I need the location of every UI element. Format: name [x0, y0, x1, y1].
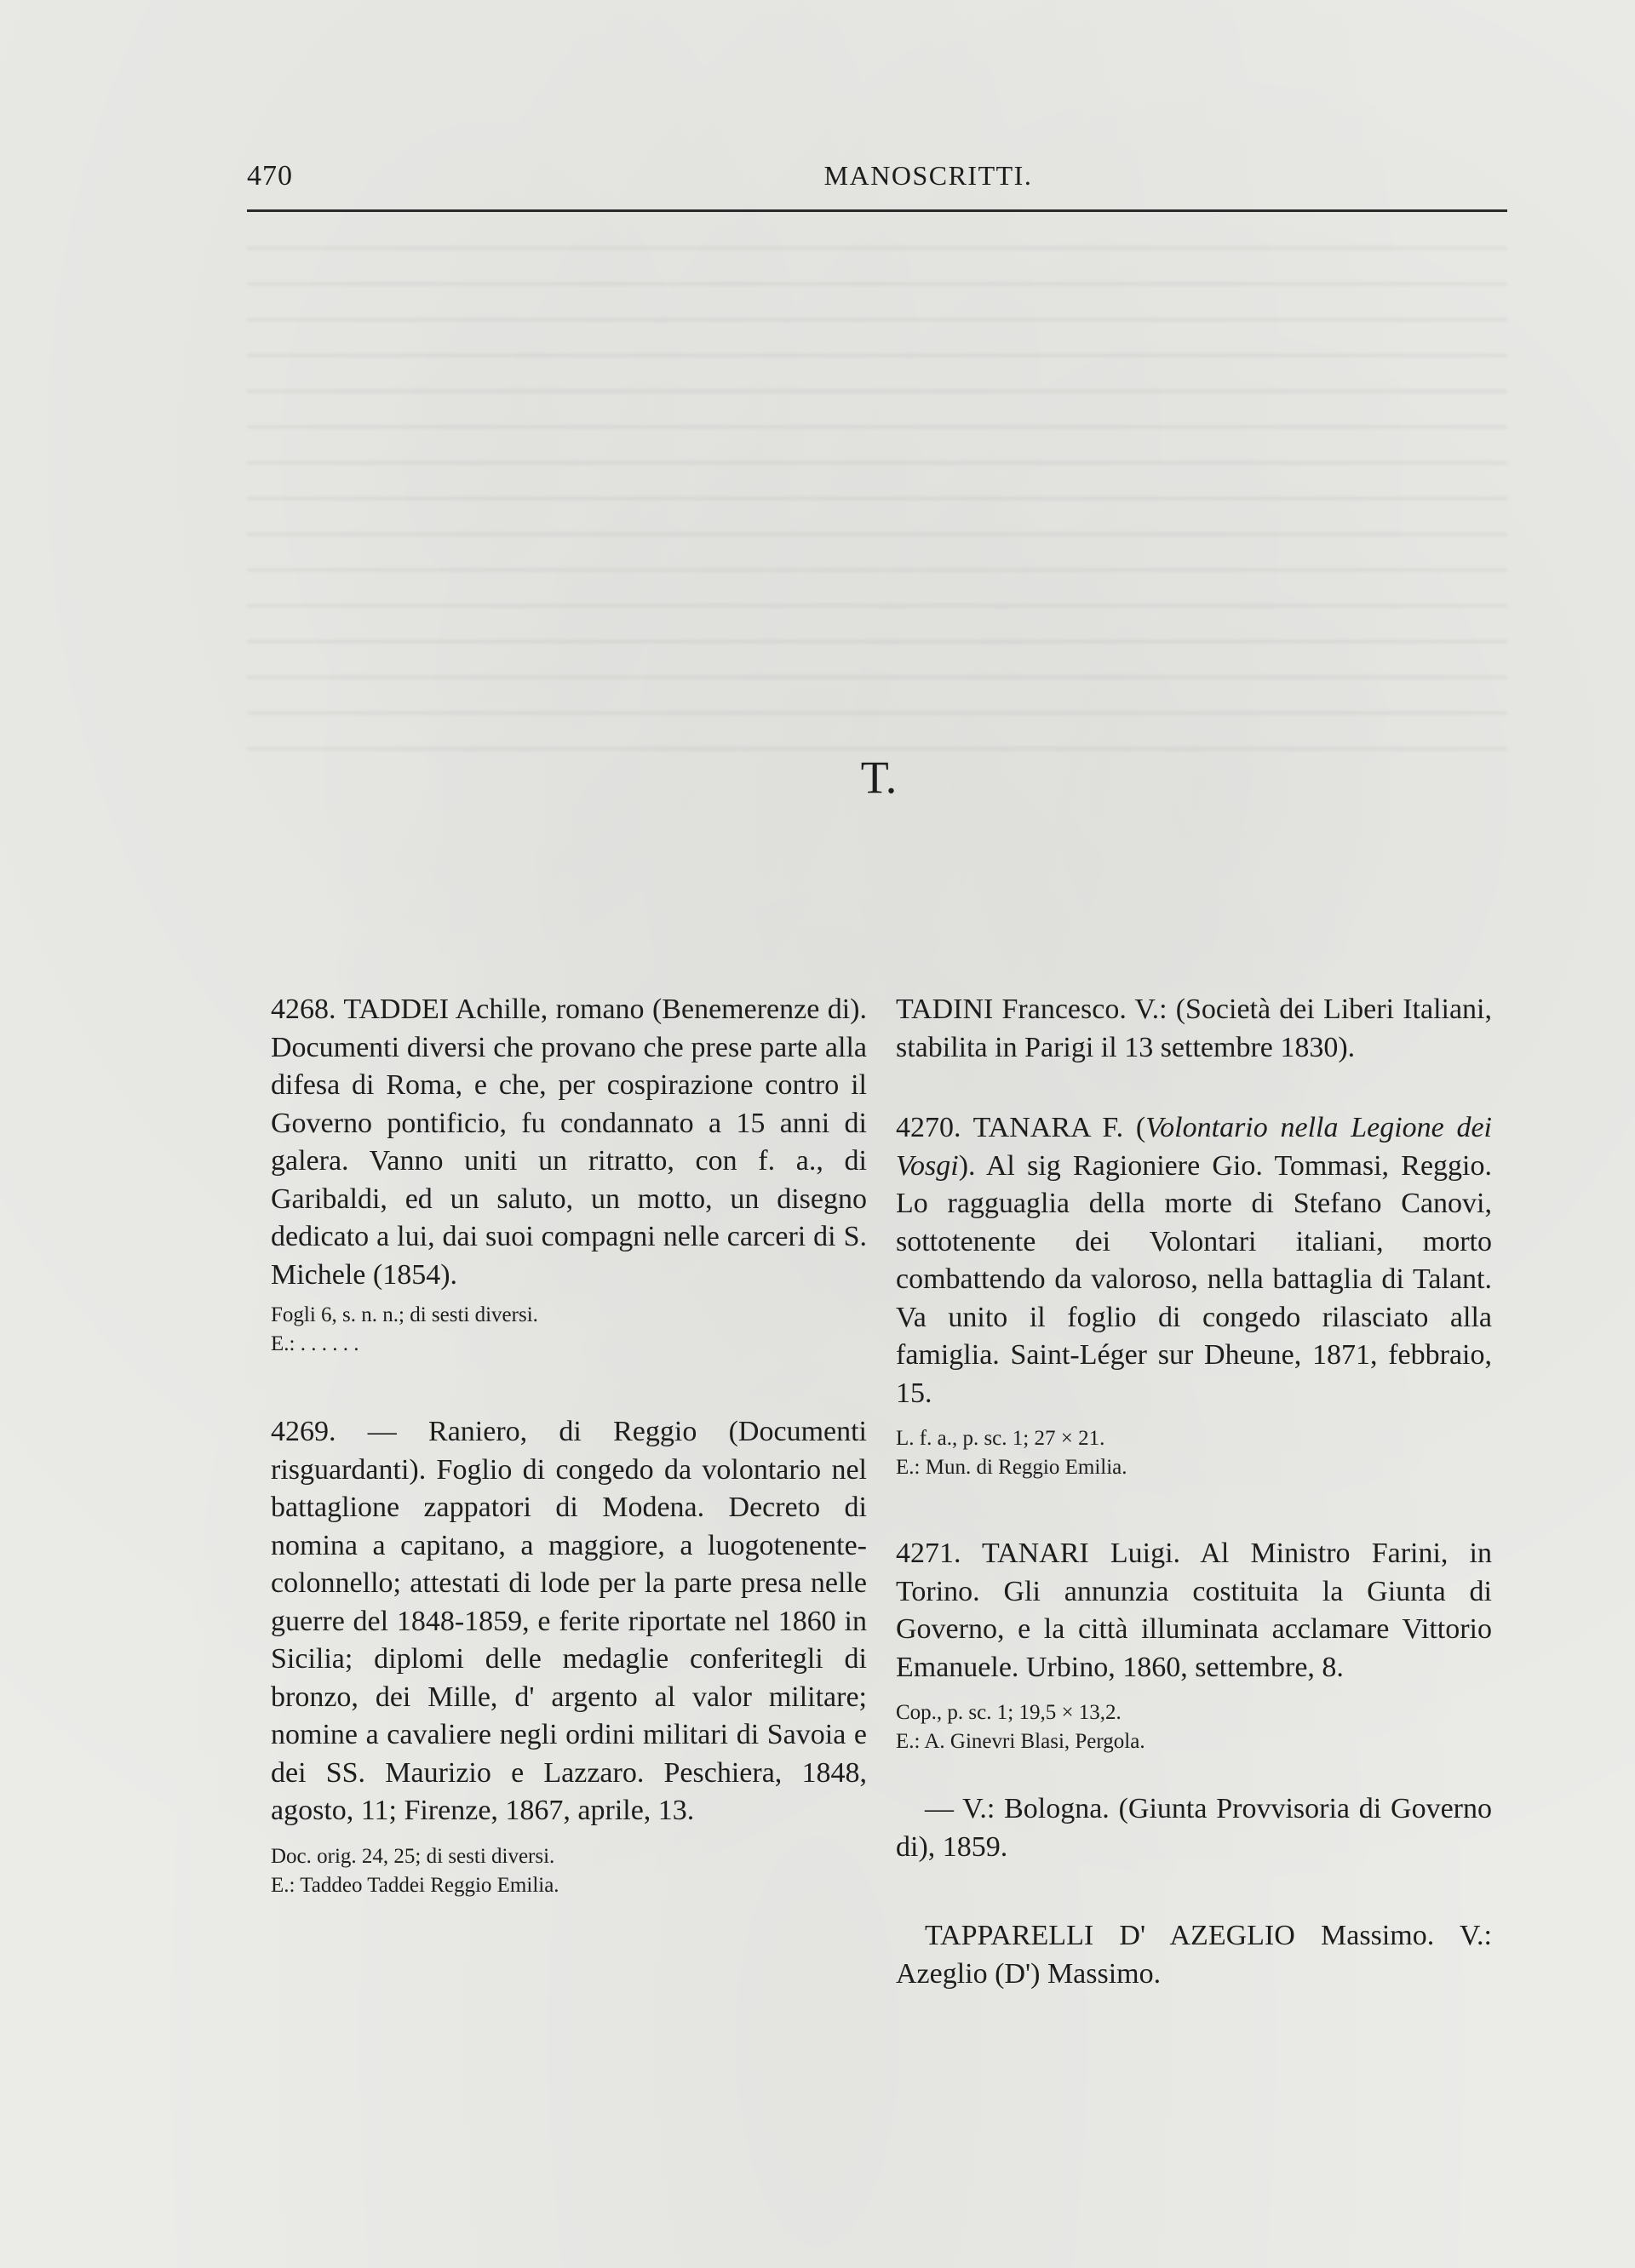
- entry-number: 4271.: [896, 1538, 961, 1569]
- entry-body: [896, 1109, 1492, 1412]
- entry-note: Doc. orig. 24, 25; di sesti diversi.: [271, 1844, 555, 1868]
- entry-note: L. f. a., p. sc. 1; 27 × 21.: [896, 1427, 1105, 1450]
- entry-body: [271, 991, 867, 1294]
- entry-note: E.: A. Ginevri Blasi, Pergola.: [896, 1730, 1145, 1753]
- entry-note: E.: Taddeo Taddei Reggio Emilia.: [271, 1873, 559, 1897]
- entry-tadini: [896, 991, 1492, 1067]
- entry-see-bologna: [896, 1790, 1492, 1866]
- entry-body: [271, 1413, 867, 1830]
- entry-note: E.: . . . . . .: [271, 1332, 359, 1355]
- entry-text: TADINI Francesco. V.: (Società dei Liberi Italiani, stabilita in Parigi il 13 settembre 1830).: [896, 994, 1492, 1063]
- header-rule: [247, 209, 1507, 212]
- entry-lead: TANARA F. (: [972, 1112, 1146, 1143]
- entry-note: E.: Mun. di Reggio Emilia.: [896, 1456, 1127, 1479]
- section-letter: T.: [860, 752, 898, 803]
- entry-text: TAPPARELLI D' AZEGLIO Massimo. V.: Azeglio (D') Massimo.: [896, 1920, 1492, 1990]
- entry-text: ). Al sig Ragioniere Gio. Tommasi, Reggio. Lo ragguaglia della morte di Stefano Canovi, sottotenente dei Volontari italiani, morto combattendo da valoroso, nella battaglia di Talant. Va unito il foglio di congedo rilasciato alla famiglia. Saint-Léger sur Dheune, 1871, febbraio, 15.: [896, 1149, 1492, 1409]
- entry-4270: [896, 1109, 1492, 1482]
- entry-number: 4269.: [271, 1416, 336, 1447]
- running-title: MANOSCRITTI.: [823, 160, 1033, 191]
- entry-note: Fogli 6, s. n. n.; di sesti diversi.: [271, 1303, 538, 1326]
- entry-text: TANARI Luigi. Al Ministro Farini, in Torino. Gli annunzia costituita la Giunta di Governo, e la città illuminata acclamare Vittorio Emanuele. Urbino, 1860, settembre, 8.: [896, 1538, 1492, 1683]
- bleed-through-text: [247, 247, 1507, 775]
- entry-text: — Raniero, di Reggio (Documenti risguardanti). Foglio di congedo da volontario nel battaglione zappatori di Modena. Decreto di nomina a capitano, a maggiore, a luogotenente-colonnello; attestati di lode per la parte presa nelle guerre del 1848-1859, e ferite riportate nel 1860 in Sicilia; diplomi delle medaglie conferitegli di bronzo, dei Mille, d' argento al valor militare; nomine a cavaliere negli ordini militari di Savoia e dei SS. Maurizio e Lazzaro. Peschiera, 1848, agosto, 11; Firenze, 1867, aprile, 13.: [271, 1416, 868, 1826]
- entry-body: [896, 1535, 1492, 1687]
- entry-text: — V.: Bologna. (Giunta Provvisoria di Governo di), 1859.: [896, 1793, 1492, 1863]
- entry-tapparelli: [896, 1917, 1492, 1993]
- entry-4271: [896, 1535, 1492, 1756]
- entry-number: 4268.: [271, 994, 336, 1025]
- entry-text: TADDEI Achille, romano (Benemerenze di). Documenti diversi che provano che prese parte alla difesa di Roma, e che, per cospirazione contro il Governo pontificio, fu condannato a 15 anni di galera. Vanno uniti un ritratto, con f. a., di Garibaldi, ed un saluto, un motto, un disegno dedicato a lui, dai suoi compagni nelle carceri di S. Michele (1854).: [271, 994, 868, 1291]
- entry-4268: [271, 991, 867, 1359]
- right-column: [896, 991, 1492, 1993]
- left-column: [271, 991, 867, 1900]
- entry-4269: [271, 1413, 867, 1900]
- entry-number: 4270.: [896, 1112, 961, 1143]
- page-header: [247, 160, 1507, 203]
- entry-note: Cop., p. sc. 1; 19,5 × 13,2.: [896, 1701, 1122, 1724]
- page-number: 470: [247, 160, 293, 192]
- entry-italic: Volontario nella Legione dei Vosgi: [896, 1112, 1492, 1182]
